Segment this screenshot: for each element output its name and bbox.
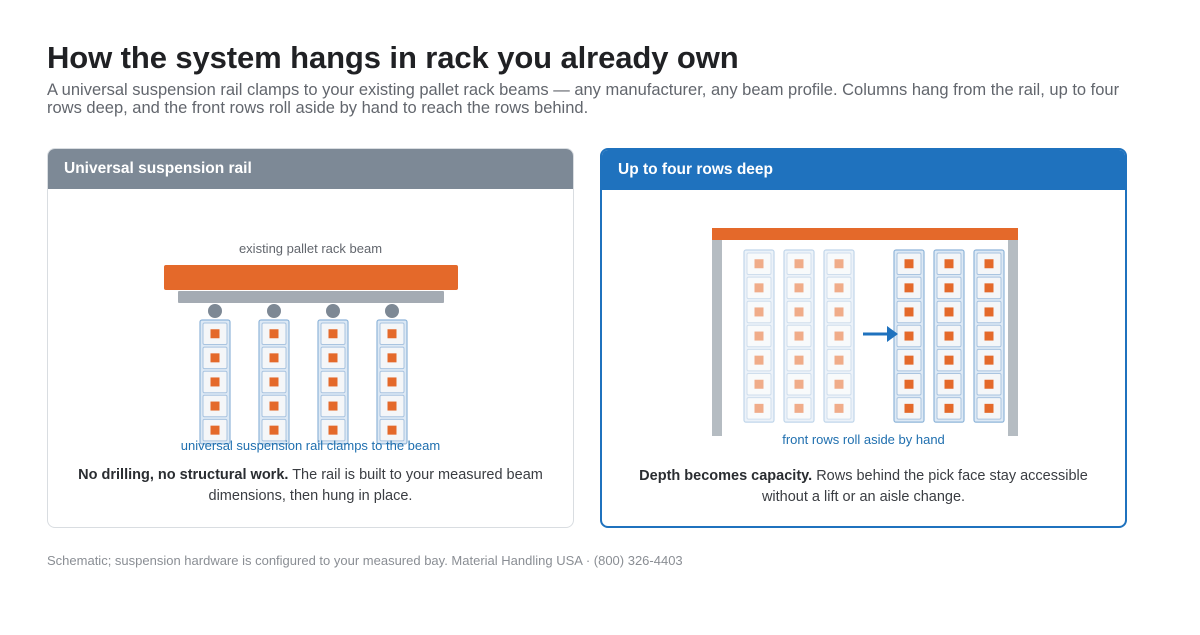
bin-label (388, 329, 397, 338)
top-beam (712, 228, 1018, 240)
bin-label (388, 402, 397, 411)
bin-label (211, 353, 220, 362)
bin-label (945, 404, 954, 413)
bin-label (985, 332, 994, 341)
bin-label (945, 307, 954, 316)
bin-label (795, 259, 804, 268)
depth-description-bold: Depth becomes capacity. (639, 468, 813, 484)
bin-label (835, 404, 844, 413)
bin-label (835, 307, 844, 316)
bin-label (945, 283, 954, 292)
bin-label (795, 380, 804, 389)
rail-caption: universal suspension rail clamps to the beam (180, 438, 441, 453)
rail-description-text: The rail is built to your measured beam dimensions, then hung in place. (208, 467, 543, 504)
bin-label (985, 307, 994, 316)
rail-description-bold: No drilling, no structural work. (78, 467, 289, 483)
bin-label (755, 356, 764, 365)
footer-note: Schematic; suspension hardware is configured to your measured bay. Material Handling USA · (800) 326-4403 (47, 553, 683, 568)
bin-label (795, 356, 804, 365)
bin-label (270, 402, 279, 411)
bin-label (329, 426, 338, 435)
depth-description (630, 466, 1097, 508)
bin-label (945, 380, 954, 389)
bin-label (945, 259, 954, 268)
bin-label (329, 402, 338, 411)
bin-label (905, 356, 914, 365)
bin-label (270, 426, 279, 435)
front-row-column (934, 250, 964, 422)
roller (208, 304, 222, 318)
bin-label (388, 426, 397, 435)
bin-label (211, 402, 220, 411)
bin-label (329, 353, 338, 362)
bin-label (755, 283, 764, 292)
bin-label (835, 380, 844, 389)
bin-label (795, 332, 804, 341)
rolling-columns (744, 250, 1004, 422)
bin-label (835, 332, 844, 341)
bin-label (835, 259, 844, 268)
bin-label (985, 404, 994, 413)
bin-label (795, 307, 804, 316)
bin-label (945, 356, 954, 365)
suspension-rail (178, 291, 444, 303)
four-rows-card (600, 148, 1127, 528)
page-subtitle: A universal suspension rail clamps to your existing pallet rack beams — any manufacturer, any beam profile. Columns hang from the rail, up to four rows deep, and the front rows roll aside by hand to reach the rows behind. (47, 81, 1120, 117)
bin-label (388, 377, 397, 386)
bin-label (795, 404, 804, 413)
bin-label (211, 329, 220, 338)
bin-label (905, 332, 914, 341)
bin-label (905, 283, 914, 292)
four-rows-card-header: Up to four rows deep (602, 150, 1125, 190)
roller (326, 304, 340, 318)
rolled-aside-column (824, 250, 854, 422)
bin-label (211, 377, 220, 386)
suspension-rail-card-header: Universal suspension rail (48, 149, 573, 189)
bin-label (755, 307, 764, 316)
bin-label (755, 259, 764, 268)
bin-label (270, 353, 279, 362)
suspension-rail-card (47, 148, 574, 528)
bin-label (905, 404, 914, 413)
bin-label (985, 356, 994, 365)
hanging-column (318, 320, 348, 444)
hanging-column (377, 320, 407, 444)
bin-label (835, 356, 844, 365)
bin-label (755, 380, 764, 389)
hanging-columns (200, 304, 407, 444)
roller (385, 304, 399, 318)
hanging-column (259, 320, 289, 444)
bin-label (270, 377, 279, 386)
depth-description-text: Rows behind the pick face stay accessible without a lift or an aisle change. (761, 468, 1088, 505)
front-row-column (974, 250, 1004, 422)
rolled-aside-column (744, 250, 774, 422)
front-row-column (894, 250, 924, 422)
roll-arrow-icon (863, 326, 898, 342)
bin-label (985, 283, 994, 292)
hanging-column (200, 320, 230, 444)
bin-label (985, 380, 994, 389)
bin-label (795, 283, 804, 292)
bin-label (211, 426, 220, 435)
rolled-aside-column (784, 250, 814, 422)
rail-description (76, 465, 545, 507)
bin-label (905, 307, 914, 316)
right-upright (1008, 240, 1018, 436)
bin-label (755, 332, 764, 341)
left-upright (712, 240, 722, 436)
bin-label (388, 353, 397, 362)
roll-caption: front rows roll aside by hand (782, 432, 945, 447)
bin-label (985, 259, 994, 268)
bin-label (905, 259, 914, 268)
page-title: How the system hangs in rack you already own (47, 40, 739, 75)
bin-label (329, 377, 338, 386)
bin-label (329, 329, 338, 338)
beam-label: existing pallet rack beam (238, 241, 383, 256)
bin-label (270, 329, 279, 338)
bin-label (905, 380, 914, 389)
bin-label (835, 283, 844, 292)
roller (267, 304, 281, 318)
bin-label (945, 332, 954, 341)
existing-beam (164, 265, 458, 290)
bin-label (755, 404, 764, 413)
